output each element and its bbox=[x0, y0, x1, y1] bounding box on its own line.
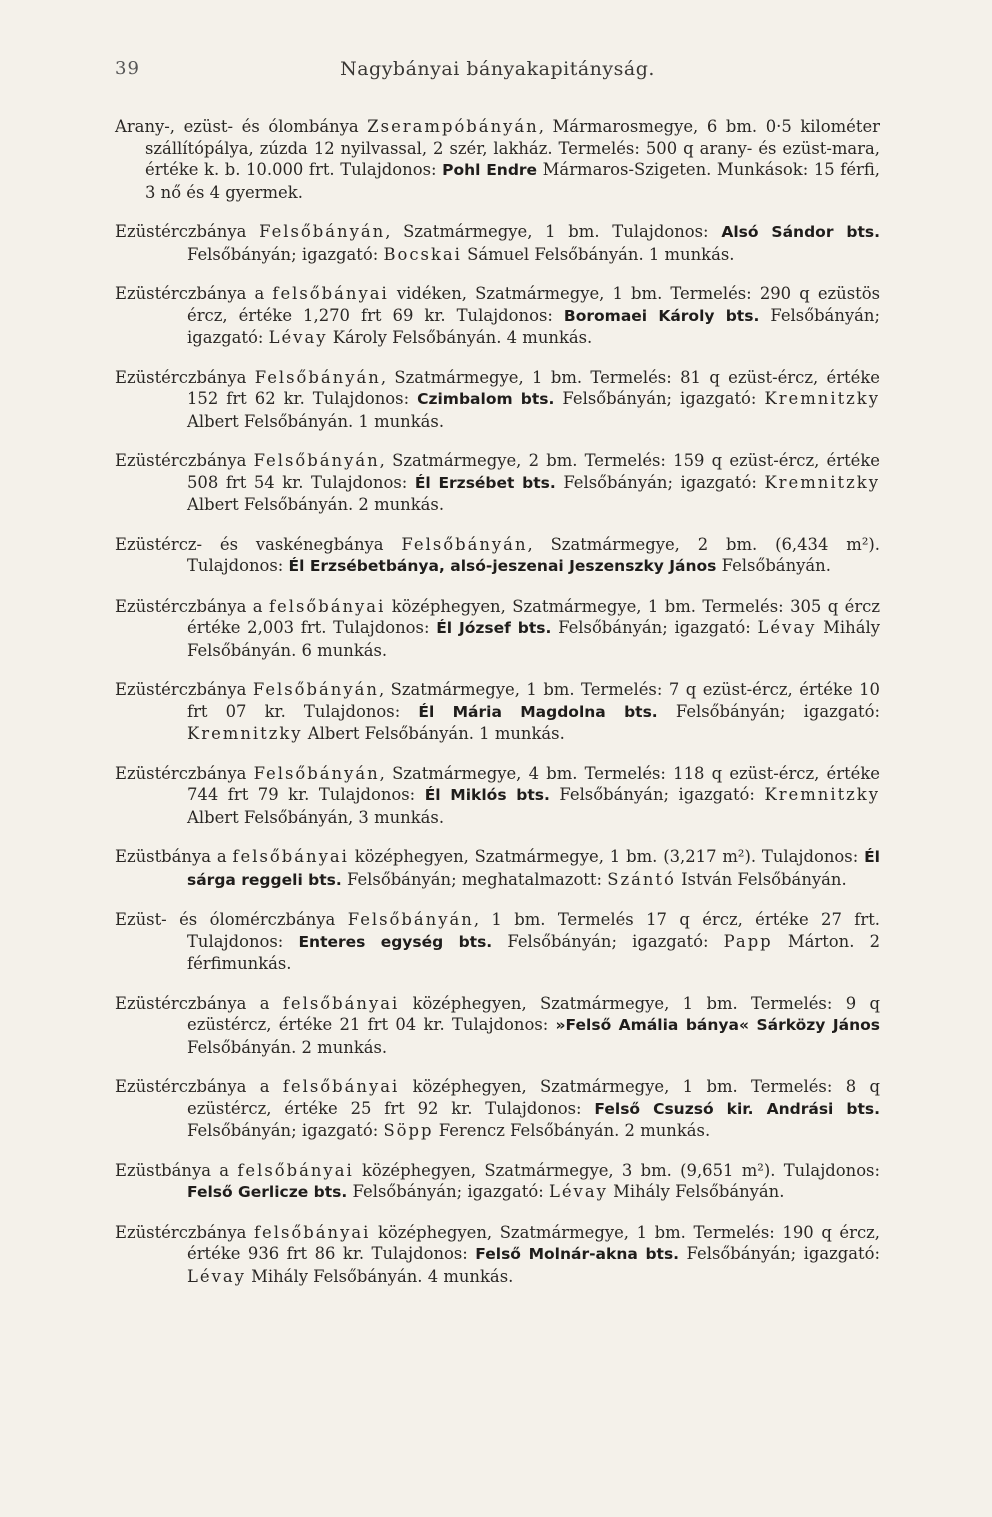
entry-list bbox=[115, 116, 880, 1305]
entry-text: Ezüstérczbánya a bbox=[115, 1077, 283, 1096]
mine-entry bbox=[115, 116, 880, 203]
entry-text: Ezüstércz- és vaskénegbánya bbox=[115, 534, 402, 554]
entry-text: Felsőbányán; igazgató: bbox=[187, 305, 880, 347]
entry-text: Ezüstérczbánya bbox=[115, 367, 255, 387]
mine-entry bbox=[115, 534, 880, 578]
page-header bbox=[115, 58, 880, 86]
entry-text: Márton. 2 férfimunkás. bbox=[187, 931, 880, 973]
entry-text: Felsőbányán; igazgató: bbox=[187, 244, 384, 264]
spaced-name: Lévay bbox=[187, 1266, 246, 1286]
running-title: Nagybányai bányakapitányság. bbox=[340, 58, 655, 80]
entry-text: , Szatmármegye, 2 bm. (6,434 m²). Tulajdonos: bbox=[187, 534, 880, 575]
entry-text: Felsőbányán; igazgató: bbox=[551, 618, 758, 637]
owner-name: Él sárga reggeli bts. bbox=[187, 848, 880, 889]
entry-text: Felsőbányán; igazgató: bbox=[347, 1182, 549, 1201]
spaced-name: Kremnitzky bbox=[764, 472, 880, 492]
entry-text: Mihály Felsőbányán. 6 munkás. bbox=[187, 618, 880, 660]
mine-entry bbox=[115, 221, 880, 265]
mine-entry bbox=[115, 367, 880, 433]
mine-entry bbox=[115, 450, 880, 516]
owner-name: Alsó Sándor bts. bbox=[721, 223, 881, 241]
entry-text: Felsőbányán; igazgató: bbox=[549, 785, 765, 804]
entry-text: Ezüstbánya a bbox=[115, 1160, 238, 1180]
mine-entry bbox=[115, 679, 880, 745]
spaced-name: felsőbányai bbox=[253, 1222, 371, 1242]
mine-entry bbox=[115, 596, 880, 662]
entry-text: Felsőbányán; igazgató: bbox=[554, 389, 765, 408]
entry-text: Ezüstérczbánya a bbox=[115, 993, 283, 1013]
entry-text: , Mármarosmegye, 6 bm. 0·5 kilométer szállítópálya, zúzda 12 nyilvassal, 2 szér, lakház. Termelés: 500 q arany- és ezüst-mara, értéke k. b. 10.000 frt. Tulajdonos: bbox=[145, 117, 880, 179]
owner-name: Enteres egység bts. bbox=[298, 932, 493, 951]
entry-text: Ezüstérczbánya bbox=[115, 680, 253, 699]
entry-text: középhegyen, Szatmármegye, 3 bm. (9,651 m²). Tulajdonos: bbox=[353, 1160, 880, 1180]
spaced-name: Lévay bbox=[268, 328, 328, 347]
spaced-name: Felsőbányán bbox=[254, 367, 381, 387]
entry-text: Ezüstérczbánya a bbox=[115, 596, 269, 616]
entry-text: Arany-, ezüst- és ólombánya bbox=[115, 117, 368, 136]
spaced-name: felsőbányai bbox=[237, 1160, 354, 1180]
spaced-name: Kremnitzky bbox=[764, 389, 880, 408]
mine-entry bbox=[115, 1076, 880, 1142]
spaced-name: Lévay bbox=[548, 1182, 608, 1201]
entry-text: , Szatmármegye, 2 bm. Termelés: 159 q ezüst-ércz, értéke 508 frt 54 kr. Tulajdonos: bbox=[187, 451, 880, 492]
spaced-name: Felsőbányán bbox=[259, 222, 386, 241]
entry-text: Sámuel Felsőbányán. 1 munkás. bbox=[461, 244, 735, 264]
owner-name: Él Erzsébetbánya, alsó-jeszenai Jeszenszky János bbox=[288, 557, 717, 575]
entry-text: Felsőbányán; igazgató: bbox=[187, 1121, 384, 1140]
entry-text: , Szatmármegye, 1 bm. Termelés: 7 q ezüst-ércz, értéke 10 frt 07 kr. Tulajdonos: bbox=[187, 680, 880, 721]
entry-text: Ezüstérczbánya bbox=[115, 451, 254, 470]
spaced-name: Kremnitzky bbox=[764, 785, 880, 804]
entry-text: Albert Felsőbányán. 1 munkás. bbox=[187, 411, 445, 431]
entry-text: középhegyen, Szatmármegye, 1 bm. Termelés: 9 q ezüstércz, értéke 21 frt 04 kr. Tulajdonos: bbox=[187, 993, 880, 1034]
entry-text: Felsőbányán; igazgató: bbox=[679, 1244, 880, 1263]
entry-text: középhegyen, Szatmármegye, 1 bm. Termelés: 305 q ércz értéke 2,003 frt. Tulajdonos: bbox=[187, 596, 880, 637]
entry-text: Mihály Felsőbányán. bbox=[607, 1182, 785, 1201]
entry-text: Ezüstérczbánya bbox=[115, 763, 254, 783]
spaced-name: felsőbányai bbox=[232, 847, 349, 866]
spaced-name: Papp bbox=[723, 931, 773, 951]
entry-text: Ferencz Felsőbányán. 2 munkás. bbox=[433, 1121, 711, 1140]
spaced-name: felsőbányai bbox=[282, 993, 400, 1013]
entry-text: Felsőbányán; meghatalmazott: bbox=[341, 869, 608, 889]
mine-entry bbox=[115, 1160, 880, 1204]
spaced-name: felsőbányai bbox=[268, 596, 386, 616]
owner-name: Felső Gerlicze bts. bbox=[187, 1183, 348, 1201]
owner-name: Czimbalom bts. bbox=[417, 390, 555, 408]
entry-text: Felsőbányán. 2 munkás. bbox=[187, 1037, 388, 1057]
mine-entry bbox=[115, 846, 880, 891]
entry-text: Felsőbányán; igazgató: bbox=[492, 931, 724, 951]
entry-text: , Szatmármegye, 4 bm. Termelés: 118 q ezüst-ércz, értéke 744 frt 79 kr. Tulajdonos: bbox=[187, 763, 880, 804]
entry-text: Ezüstbánya a bbox=[115, 847, 233, 866]
entry-text: , Szatmármegye, 1 bm. Termelés: 81 q ezüst-ércz, értéke 152 frt 62 kr. Tulajdonos: bbox=[187, 367, 880, 408]
entry-text: Albert Felsőbányán. 2 munkás. bbox=[187, 495, 445, 514]
entry-text: középhegyen, Szatmármegye, 1 bm. Termelés: 8 q ezüstércz, értéke 25 frt 92 kr. Tulajdonos: bbox=[187, 1077, 880, 1118]
owner-name: Él Miklós bts. bbox=[424, 786, 550, 804]
spaced-name: Kremnitzky bbox=[187, 724, 303, 743]
entry-text: Felsőbányán; igazgató: bbox=[555, 472, 765, 492]
entry-text: Ezüstérczbánya bbox=[115, 1222, 254, 1242]
owner-name: »Felső Amália bánya« Sárközy János bbox=[555, 1016, 881, 1034]
entry-text: , 1 bm. Termelés 17 q ércz, értéke 27 frt. Tulajdonos: bbox=[187, 910, 880, 951]
spaced-name: Söpp bbox=[383, 1121, 434, 1140]
entry-text: Felsőbányán. bbox=[716, 556, 831, 575]
mine-entry bbox=[115, 763, 880, 829]
spaced-name: Szántó bbox=[607, 869, 676, 889]
entry-text: Ezüstérczbánya bbox=[115, 222, 260, 241]
entry-text: Ezüstérczbánya a bbox=[115, 284, 273, 303]
spaced-name: Felsőbányán bbox=[253, 451, 380, 470]
entry-text: Albert Felsőbányán, 3 munkás. bbox=[187, 807, 445, 827]
owner-name: Felső Molnár-akna bts. bbox=[475, 1245, 680, 1263]
owner-name: Pohl Endre bbox=[442, 161, 538, 179]
spaced-name: Lévay bbox=[757, 618, 817, 637]
entry-text: Károly Felsőbányán. 4 munkás. bbox=[327, 328, 593, 347]
entry-text: középhegyen, Szatmármegye, 1 bm. (3,217 m²). Tulajdonos: bbox=[348, 847, 865, 866]
mine-entry bbox=[115, 283, 880, 349]
spaced-name: felsőbányai bbox=[282, 1077, 400, 1096]
entry-text: vidéken, Szatmármegye, 1 bm. Termelés: 290 q ezüstös ércz, értéke 1,270 frt 69 kr. Tulajdonos: bbox=[187, 284, 880, 325]
spaced-name: Felsőbányán bbox=[347, 910, 474, 929]
owner-name: Felső Csuzsó kir. Andrási bts. bbox=[594, 1099, 880, 1118]
mine-entry bbox=[115, 993, 880, 1059]
entry-text: Mihály Felsőbányán. 4 munkás. bbox=[245, 1266, 514, 1286]
spaced-name: Felsőbányán bbox=[252, 680, 379, 699]
spaced-name: felsőbányai bbox=[272, 284, 389, 303]
mine-entry bbox=[115, 909, 880, 975]
spaced-name: Felsőbányán bbox=[253, 763, 380, 783]
spaced-name: Felsőbányán bbox=[401, 534, 528, 554]
owner-name: Boromaei Károly bts. bbox=[563, 306, 760, 325]
entry-text: Felsőbányán; igazgató: bbox=[657, 701, 880, 721]
mine-entry bbox=[115, 1222, 880, 1288]
entry-text: István Felsőbányán. bbox=[675, 869, 847, 889]
entry-text: középhegyen, Szatmármegye, 1 bm. Termelés: 190 q ércz, értéke 936 frt 86 kr. Tulajdonos: bbox=[187, 1222, 880, 1263]
spaced-name: Zserampóbányán bbox=[367, 117, 539, 136]
owner-name: Él József bts. bbox=[436, 619, 552, 637]
entry-text: Mármaros-Szigeten. Munkások: 15 férfi, 3 nő és 4 gyermek. bbox=[145, 160, 880, 202]
owner-name: Él Erzsébet bts. bbox=[414, 473, 556, 492]
spaced-name: Bocskai bbox=[383, 244, 462, 264]
page-number: 39 bbox=[115, 58, 140, 79]
entry-text: Ezüst- és ólomérczbánya bbox=[115, 910, 348, 929]
owner-name: Él Mária Magdolna bts. bbox=[418, 702, 658, 721]
entry-text: , Szatmármegye, 1 bm. Tulajdonos: bbox=[385, 222, 722, 241]
entry-text: Albert Felsőbányán. 1 munkás. bbox=[302, 724, 565, 743]
